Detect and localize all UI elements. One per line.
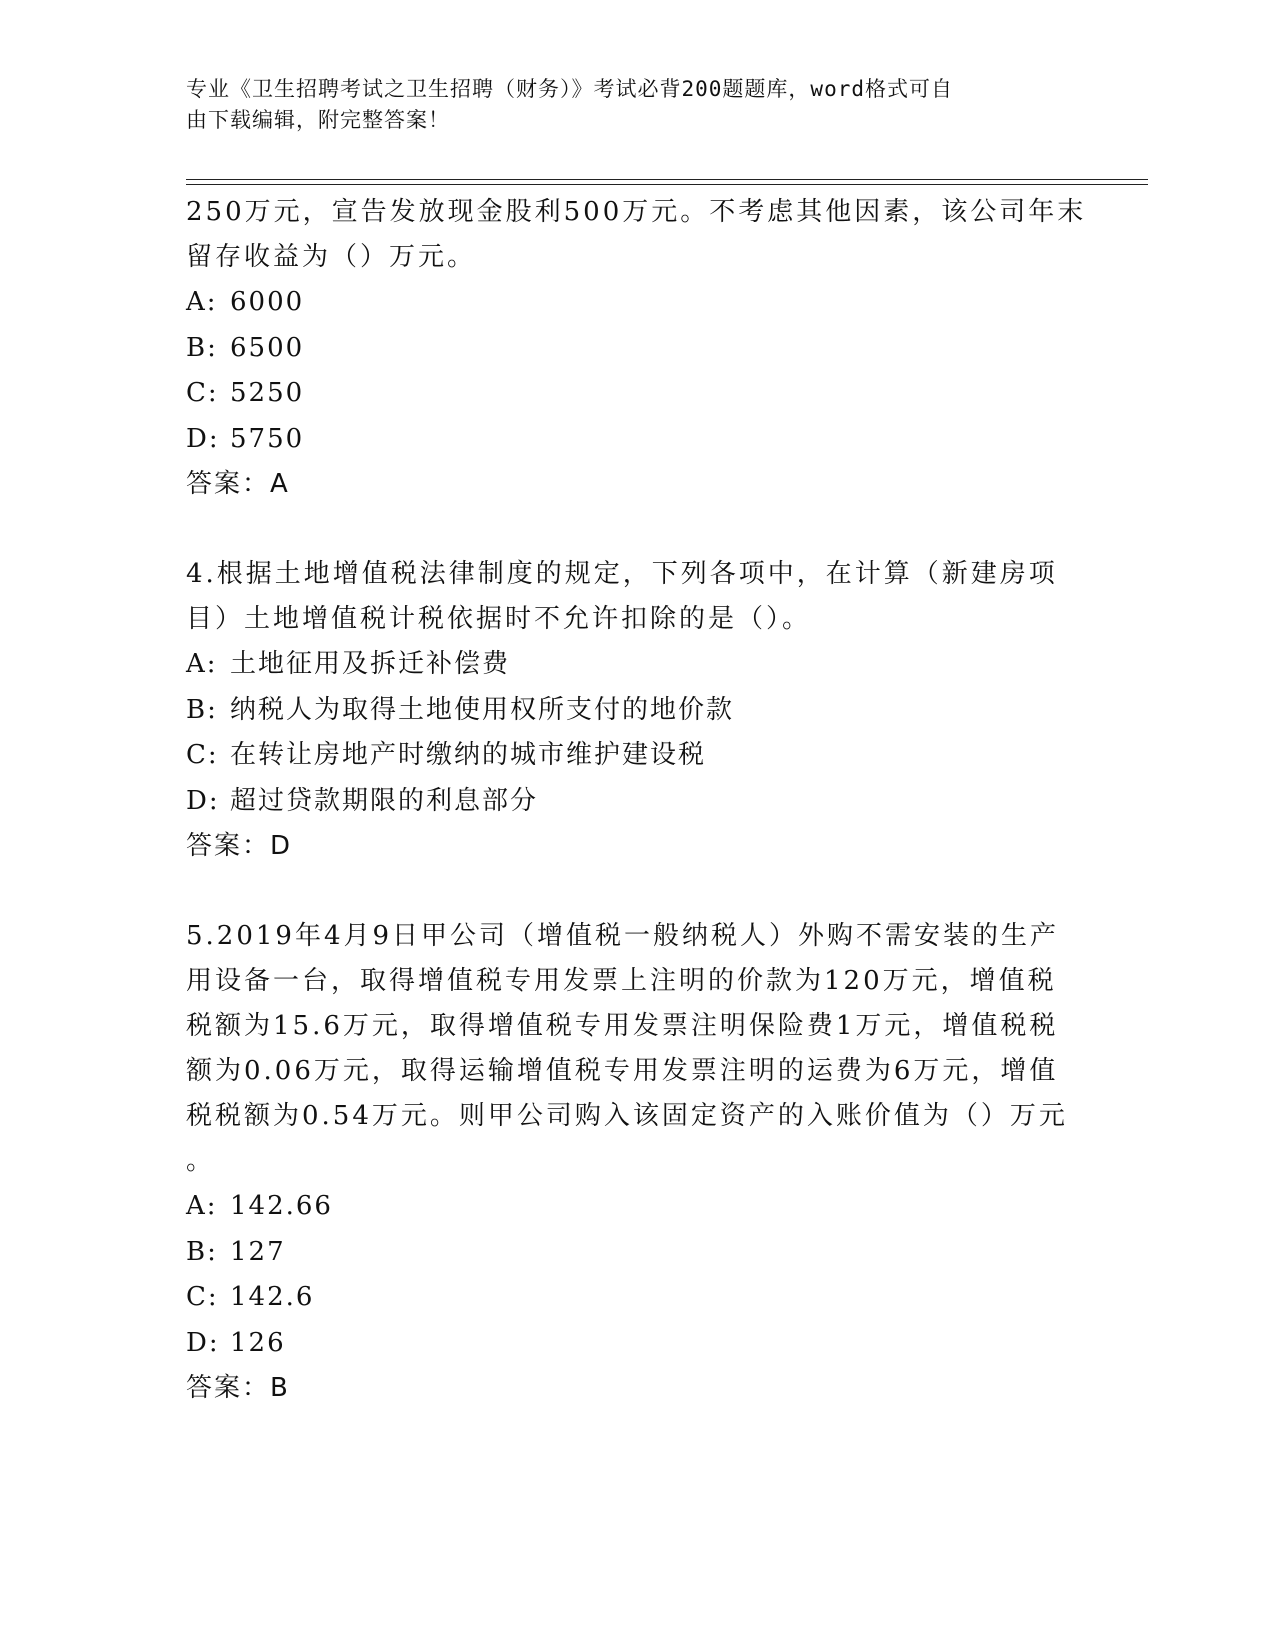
option-b xyxy=(186,688,1086,734)
header-line-2: 由下载编辑，附完整答案！ xyxy=(186,108,450,132)
question-4 xyxy=(186,552,1086,869)
question-content xyxy=(186,190,1086,1411)
option-text: 142.66 xyxy=(230,1191,333,1221)
question-text-line: 用设备一台，取得增值税专用发票上注明的价款为120万元，增值税 xyxy=(186,966,1057,996)
option-a xyxy=(186,1184,1086,1230)
option-c xyxy=(186,371,1086,417)
answer: 答案：A xyxy=(186,469,290,499)
question-text-line: 目）土地增值税计税依据时不允许扣除的是（）。 xyxy=(186,604,812,634)
option-a xyxy=(186,280,1086,326)
option-tag: D: xyxy=(186,785,220,816)
option-tag: D: xyxy=(186,1327,220,1358)
option-text: 127 xyxy=(230,1236,286,1267)
question-text-line: 额为0.06万元，取得运输增值税专用发票注明的运费为6万元，增值 xyxy=(186,1056,1059,1086)
question-text-line: 5.2019年4月9日甲公司（增值税一般纳税人）外购不需安装的生产 xyxy=(186,921,1060,951)
option-c xyxy=(186,733,1086,779)
option-tag: A: xyxy=(186,1191,218,1221)
option-text: 5750 xyxy=(230,423,305,454)
option-text: 6000 xyxy=(230,287,305,317)
answer: 答案：D xyxy=(186,831,293,861)
option-text: 土地征用及拆迁补偿费 xyxy=(230,649,511,679)
question-text-line: 。 xyxy=(186,1146,216,1176)
spacer xyxy=(186,507,1086,552)
header-divider-bottom xyxy=(186,184,1148,185)
document-header xyxy=(186,74,1066,136)
question-text-line: 250万元，宣告发放现金股利500万元。不考虑其他因素，该公司年末 xyxy=(186,197,1087,227)
option-text: 142.6 xyxy=(230,1282,315,1312)
question-text-line: 4.根据土地增值税法律制度的规定，下列各项中，在计算（新建房项 xyxy=(186,559,1058,589)
question-text-line: 税额为15.6万元，取得增值税专用发票注明保险费1万元，增值税税 xyxy=(186,1011,1059,1041)
option-d xyxy=(186,1321,1086,1367)
option-b xyxy=(186,326,1086,372)
header-divider-top xyxy=(186,179,1148,180)
option-text: 6500 xyxy=(230,332,305,363)
spacer xyxy=(186,869,1086,914)
option-tag: A: xyxy=(186,287,218,317)
option-tag: C: xyxy=(186,378,219,408)
question-text-line: 留存收益为（）万元。 xyxy=(186,242,477,272)
option-tag: C: xyxy=(186,740,219,770)
option-tag: A: xyxy=(186,649,218,679)
option-text: 在转让房地产时缴纳的城市维护建设税 xyxy=(230,740,707,770)
option-d xyxy=(186,779,1086,825)
option-text: 5250 xyxy=(230,378,305,408)
header-line-1: 专业《卫生招聘考试之卫生招聘（财务）》考试必背200题题库，word格式可自 xyxy=(186,77,953,101)
answer: 答案：B xyxy=(186,1373,290,1403)
option-tag: B: xyxy=(186,694,218,725)
option-tag: B: xyxy=(186,332,218,363)
question-3 xyxy=(186,190,1086,507)
question-text-line: 税税额为0.54万元。则甲公司购入该固定资产的入账价值为（）万元 xyxy=(186,1101,1068,1131)
option-tag: C: xyxy=(186,1282,219,1312)
option-text: 纳税人为取得土地使用权所支付的地价款 xyxy=(230,694,735,725)
option-a xyxy=(186,642,1086,688)
option-b xyxy=(186,1230,1086,1276)
option-d xyxy=(186,417,1086,463)
option-tag: B: xyxy=(186,1236,218,1267)
option-c xyxy=(186,1275,1086,1321)
option-text: 126 xyxy=(230,1327,286,1358)
option-tag: D: xyxy=(186,423,220,454)
question-5 xyxy=(186,914,1086,1411)
option-text: 超过贷款期限的利息部分 xyxy=(230,785,539,816)
